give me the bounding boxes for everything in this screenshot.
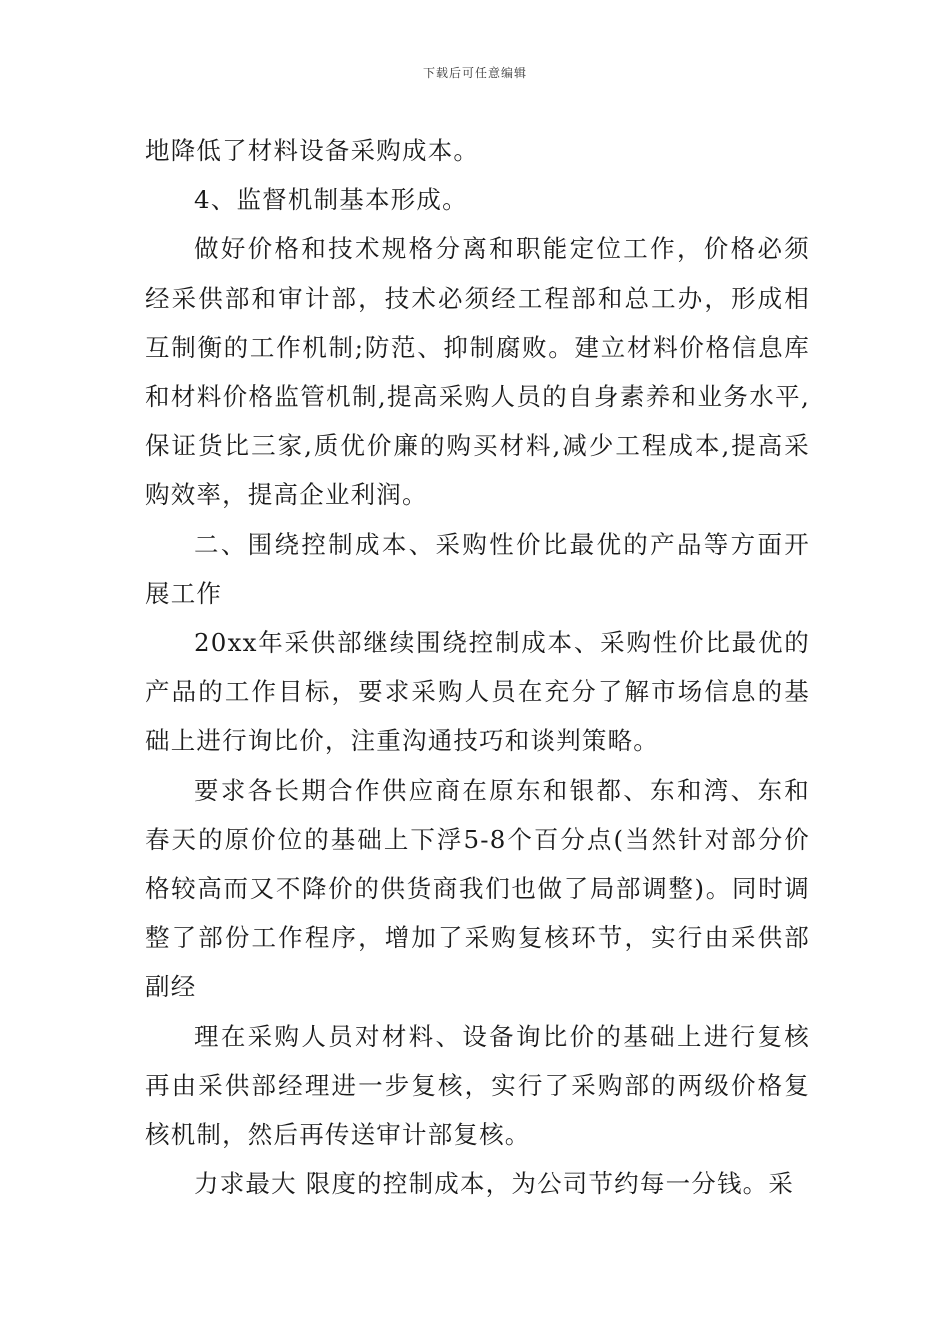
body-text [145,126,810,1208]
paragraph-8: 力求最大 限度的控制成本，为公司节约每一分钱。采 [194,1169,795,1199]
paragraph-5: 20xx年采供部继续围绕控制成本、采购性价比最优的产品的工作目标，要求采购人员在充分了解市场信息的基础上进行询比价，注重沟通技巧和谈判策略。 [145,628,810,756]
header-note: 下载后可任意编辑 [422,66,527,80]
paragraph-6: 要求各长期合作供应商在原东和银都、东和湾、东和春天的原价位的基础上下浮5-8个百分点(当然针对部分价格较高而又不降价的供货商我们也做了局部调整)。同时调整了部份工作程序，增加了采购复核环节，实行由采供部副经 [145,775,810,1002]
paragraph-1: 地降低了材料设备采购成本。 [145,136,480,165]
paragraph-3: 做好价格和技术规格分离和职能定位工作，价格必须经采供部和审计部，技术必须经工程部和总工办，形成相互制衡的工作机制;防范、抑制腐败。建立材料价格信息库和材料价格监管机制,提高采购人员的自身素养和业务水平,保证货比三家,质优价廉的购买材料,减少工程成本,提高采购效率，提高企业利润。 [145,234,810,510]
paragraph-4: 二、围绕控制成本、采购性价比最优的产品等方面开展工作 [145,529,810,608]
paragraph-2: 4、监督机制基本形成。 [194,185,468,215]
paragraph-7: 理在采购人员对材料、设备询比价的基础上进行复核再由采供部经理进一步复核，实行了采购部的两级价格复核机制，然后再传送审计部复核。 [145,1021,810,1150]
